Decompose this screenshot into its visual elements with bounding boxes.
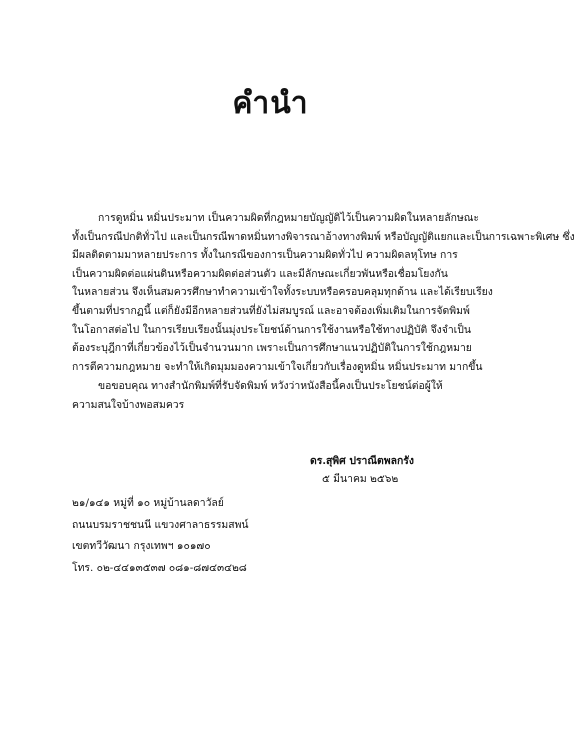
address-block — [72, 493, 372, 579]
preface-paragraph-2 — [72, 377, 482, 414]
paragraph-line: ขอขอบคุณ ทางสำนักพิมพ์ที่รับจัดพิมพ์ หวังว่าหนังสือนี้คงเป็นประโยชน์ต่อผู้ให้ — [98, 380, 443, 392]
address-line: ๒๑/๑๔๑ หมู่ที่ ๑๐ หมู่บ้านลดาวัลย์ — [72, 497, 224, 509]
paragraph-line: ขึ้นตามที่ปรากฏนี้ แต่ก็ยังมีอีกหลายส่วนที่ยังไม่สมบูรณ์ และอาจต้องเพิ่มเติมในการจัดพิมพ์ — [72, 304, 470, 317]
paragraph-line: ความสนใจบ้างพอสมควร — [72, 398, 185, 411]
signature-block — [300, 452, 470, 488]
address-line: เขตทวีวัฒนา กรุงเทพฯ ๑๐๑๗๐ — [72, 540, 211, 552]
address-line: ถนนบรมราชชนนี แขวงศาลาธรรมสพน์ — [72, 518, 249, 531]
paragraph-line: การตีความกฎหมาย จะทำให้เกิดมุมมองความเข้าใจเกี่ยวกับเรื่องดูหมิ่น หมิ่นประมาท มากขึ้น — [72, 360, 483, 373]
page-title: คำนำ — [232, 86, 309, 121]
preface-paragraph-1 — [72, 209, 575, 376]
paragraph-line: ในหลายส่วน จึงเห็นสมควรศึกษาทำความเข้าใจทั้งระบบหรือครอบคลุมทุกด้าน และได้เรียบเรียง — [72, 286, 493, 299]
signature-date: ๕ มีนาคม ๒๕๖๒ — [322, 473, 399, 485]
paragraph-line: มีผลติดตามมาหลายประการ ทั้งในกรณีของการเป็นความผิดทั่วไป ความผิดลหุโทษ การ — [72, 249, 458, 262]
paragraph-line: การดูหมิ่น หมิ่นประมาท เป็นความผิดที่กฎหมายบัญญัติไว้เป็นความผิดในหลายลักษณะ — [98, 212, 479, 224]
author-name: ดร.สุพิศ ปราณีตพลกรัง — [310, 455, 414, 467]
paragraph-line: ทั้งเป็นกรณีปกติทั่วไป และเป็นกรณีพาดหมิ่นทางพิจารณาอ้างทางพิมพ์ หรือบัญญัติแยกและเป็นการเฉพาะพิเศษ ซึ่ง — [72, 230, 575, 243]
paragraph-line: ในโอกาสต่อไป ในการเรียบเรียงนั้นมุ่งประโยชน์ด้านการใช้งานหรือใช้ทางปฏิบัติ จึงจำเป็น — [72, 323, 471, 336]
paragraph-line: เป็นความผิดต่อแผ่นดินหรือความผิดต่อส่วนตัว และมีลักษณะเกี่ยวพันหรือเชื่อมโยงกัน — [72, 267, 448, 280]
phone-line: โทร. ๐๒-๔๔๑๓๕๓๗ ๐๘๑-๘๗๔๓๔๒๘ — [72, 561, 247, 574]
paragraph-line: ต้องระบุฎีกาที่เกี่ยวข้องไว้เป็นจำนวนมาก เพราะเป็นการศึกษาแนวปฏิบัติในการใช้กฎหมาย — [72, 342, 472, 355]
